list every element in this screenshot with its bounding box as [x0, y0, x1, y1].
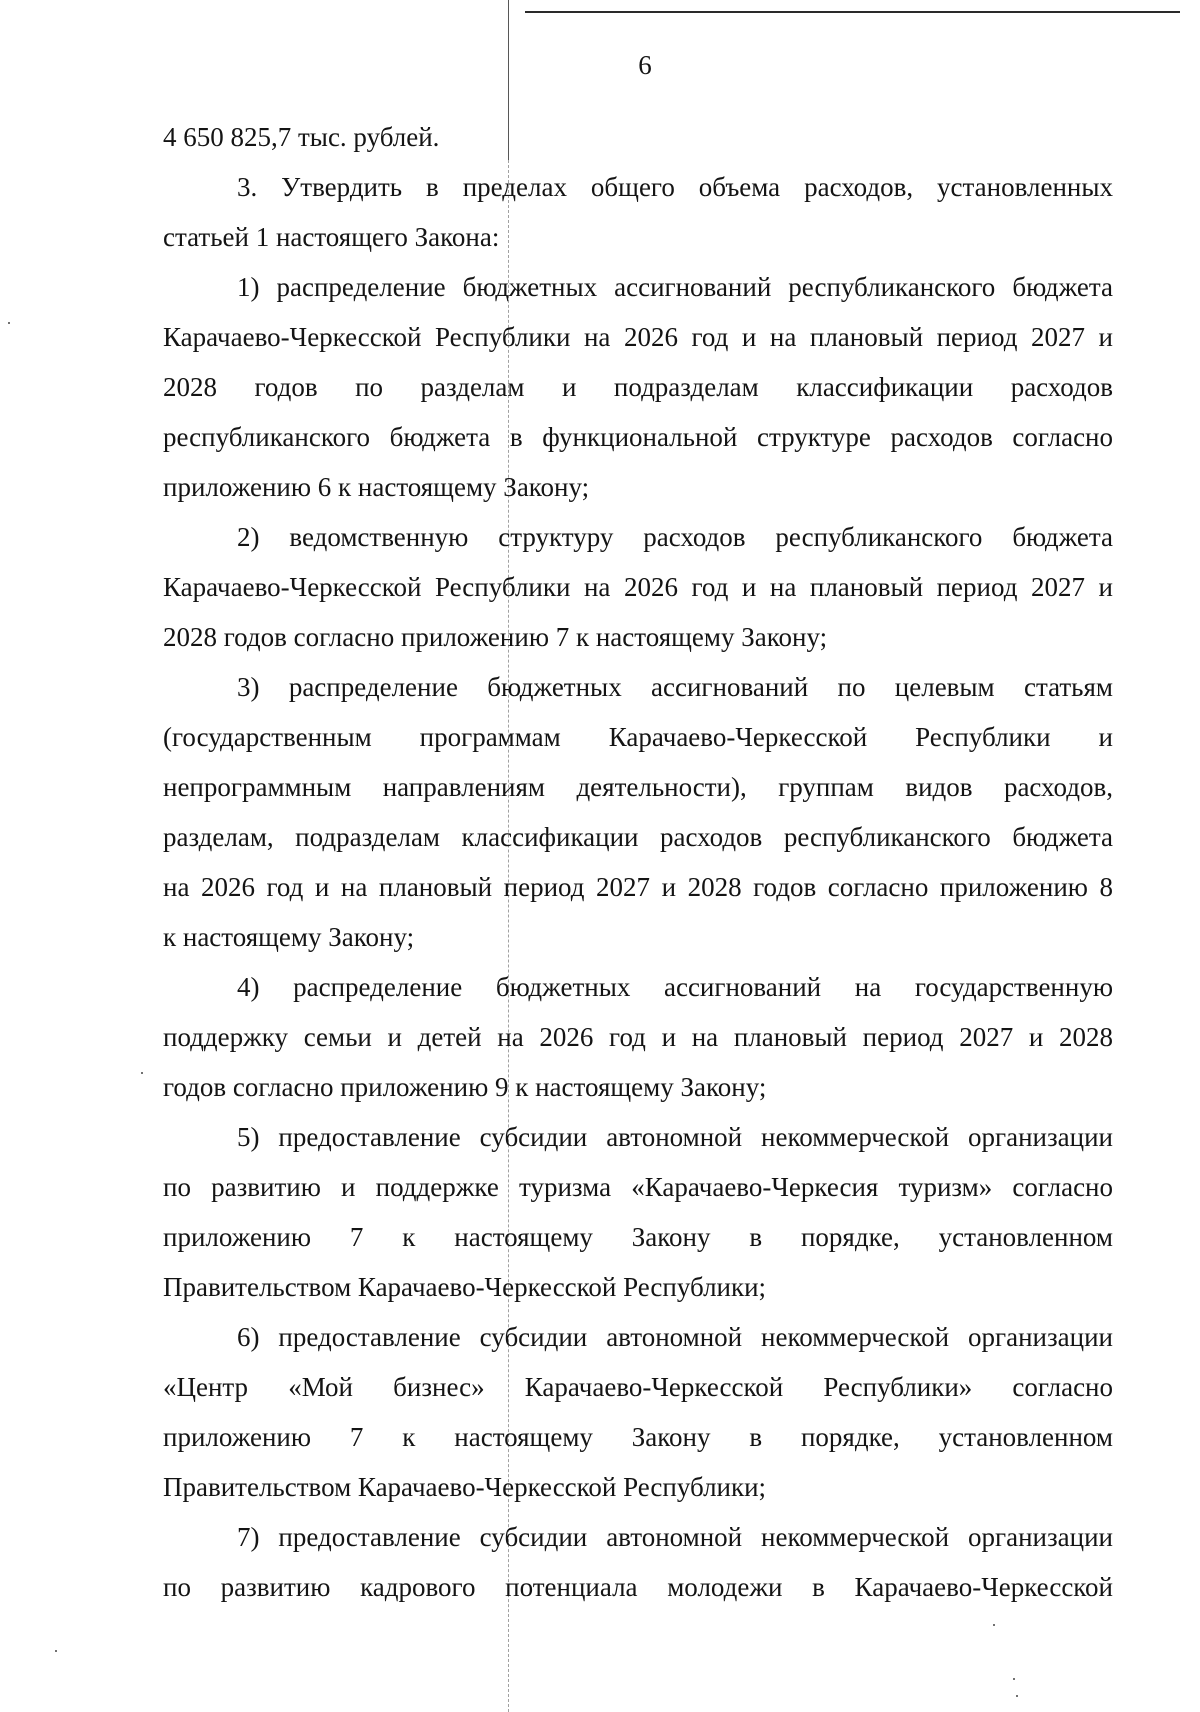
text-line: 2028 годов согласно приложению 7 к настоящему Закону;	[163, 622, 828, 652]
text-line: 1) распределение бюджетных ассигнований республиканского бюджета	[237, 272, 1113, 302]
text-line: на 2026 год и на плановый период 2027 и 2028 годов согласно приложению 8	[163, 872, 1113, 902]
scan-speck	[55, 1650, 57, 1652]
page-number: 6	[638, 50, 652, 80]
text-line: Карачаево-Черкесской Республики на 2026 год и на плановый период 2027 и	[163, 572, 1113, 602]
header-rule	[525, 11, 1180, 13]
text-line: приложению 7 к настоящему Закону в порядке, установленном	[163, 1422, 1113, 1452]
text-line: 7) предоставление субсидии автономной некоммерческой организации	[237, 1522, 1113, 1552]
text-line: 6) предоставление субсидии автономной некоммерческой организации	[237, 1322, 1113, 1352]
text-line: разделам, подразделам классификации расходов республиканского бюджета	[163, 822, 1113, 852]
text-line: 3) распределение бюджетных ассигнований по целевым статьям	[237, 672, 1113, 702]
text-line: (государственным программам Карачаево-Черкесской Республики и	[163, 722, 1113, 752]
text-line: 2028 годов по разделам и подразделам классификации расходов	[163, 372, 1113, 402]
text-line: по развитию кадрового потенциала молодежи в Карачаево-Черкесской	[163, 1572, 1113, 1602]
text-line: Правительством Карачаево-Черкесской Республики;	[163, 1272, 767, 1302]
text-line: непрограммным направлениям деятельности), группам видов расходов,	[163, 772, 1113, 802]
scan-speck	[993, 1624, 995, 1626]
text-line: «Центр «Мой бизнес» Карачаево-Черкесской Республики» согласно	[163, 1372, 1113, 1402]
scan-speck	[1013, 1678, 1015, 1680]
text-line: 4 650 825,7 тыс. рублей.	[163, 122, 440, 152]
text-line: 2) ведомственную структуру расходов республиканского бюджета	[237, 522, 1113, 552]
scan-speck	[141, 1072, 143, 1074]
text-line: к настоящему Закону;	[163, 922, 415, 952]
scan-speck	[8, 322, 10, 324]
text-line: годов согласно приложению 9 к настоящему Закону;	[163, 1072, 767, 1102]
text-line: республиканского бюджета в функциональной структуре расходов согласно	[163, 422, 1113, 452]
text-line: приложению 7 к настоящему Закону в порядке, установленном	[163, 1222, 1113, 1252]
text-line: поддержку семьи и детей на 2026 год и на плановый период 2027 и 2028	[163, 1022, 1113, 1052]
text-line: Правительством Карачаево-Черкесской Республики;	[163, 1472, 767, 1502]
text-line: статьей 1 настоящего Закона:	[163, 222, 500, 252]
scan-speck	[1016, 1695, 1018, 1697]
text-line: приложению 6 к настоящему Закону;	[163, 472, 590, 502]
text-line: 3. Утвердить в пределах общего объема расходов, установленных	[237, 172, 1113, 202]
text-line: 4) распределение бюджетных ассигнований на государственную	[237, 972, 1113, 1002]
text-line: Карачаево-Черкесской Республики на 2026 год и на плановый период 2027 и	[163, 322, 1113, 352]
text-line: 5) предоставление субсидии автономной некоммерческой организации	[237, 1122, 1113, 1152]
text-line: по развитию и поддержке туризма «Карачаево-Черкесия туризм» согласно	[163, 1172, 1113, 1202]
